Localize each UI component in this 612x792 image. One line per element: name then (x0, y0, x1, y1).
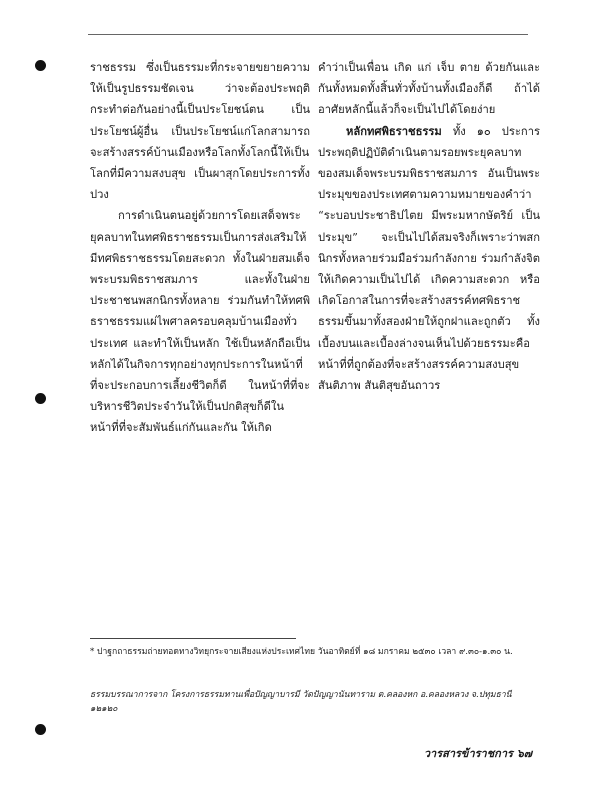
binder-hole-bottom (35, 724, 46, 735)
footnote-donation-credit: ธรรมบรรณาการจาก โครงการธรรมทานเพื่อปัญญาบารมี วัดปัญญานันทาราม ต.คลองหก อ.คลองหลวง จ.ปทุมธานี ๑๒๑๒๐ (90, 690, 512, 714)
left-column (90, 57, 310, 439)
footnote-rule (90, 638, 296, 639)
binder-hole-top (35, 60, 46, 71)
left-paragraph-2: การดำเนินตนอยู่ด้วยการโดยเสด็จพระยุคลบาทในทศพิธราชธรรมเป็นการส่งเสริมให้มีทศพิธราชธรรมโดยสะดวก ทั้งในฝ่ายสมเด็จพระบรมพิธราชสมภาร และทั้งในฝ่ายประชาชนพสกนิกรทั้งหลาย ร่วมกันทำให้ทศพิธราชธรรมแผ่ไพศาลครอบคลุมบ้านเมืองทั่วประเทศ และทำให้เป็นหลัก ใช้เป็นหลักถือเป็นหลักได้ในกิจการทุกอย่างทุกประการในหน้าที่ที่จะประกอบการเลี้ยงชีวิตก็ดี ในหน้าที่ที่จะบริหารชีวิตประจำวันให้เป็นปกติสุขก็ดีในหน้าที่ที่จะสัมพันธ์แก่กันและกัน ให้เกิด (90, 209, 310, 435)
binder-hole-middle (35, 393, 46, 404)
footnote-broadcast-note: * ปาฐกถาธรรมถ่ายทอดทางวิทยุกระจายเสียงแห่งประเทศไทย วันอาทิตย์ที่ ๑๘ มกราคม ๒๕๓๐ เวลา ๙.๓๐-๑.๓๐ น. (90, 647, 513, 657)
right-paragraph-1: คำว่าเป็นเพื่อน เกิด แก่ เจ็บ ตาย ด้วยกันและกันทั้งหมดทั้งสิ้นทั่วทั้งบ้านทั้งเมืองก็ดี ถ้าได้อาศัยหลักนี้แล้วก็จะเป็นไปได้โดยง่าย (318, 61, 540, 117)
page-footer: วารสารข้าราชการ ๖๗ (423, 747, 532, 760)
right-column (318, 57, 540, 396)
right-paragraph-2-text: ทั้ง ๑๐ ประการ ประพฤติปฏิบัติดำเนินตามรอยพระยุคลบาทของสมเด็จพระบรมพิธราชสมภาร อันเป็นพระประมุขของประเทศตามความหมายของคำว่า “ระบอบประชาธิปไตย มีพระมหากษัตริย์ เป็นประมุข” จะเป็นไปได้สมจริงก็เพราะว่าพสกนิกรทั้งหลายร่วมมือร่วมกำลังกาย ร่วมกำลังจิตให้เกิดความเป็นไปได้ เกิดความสะดวก หรือเกิดโอกาสในการที่จะสร้างสรรค์ทศพิธราชธรรมขึ้นมาทั้งสองฝ่ายให้ถูกฝาและถูกตัว ทั้งเบื้องบนและเบื้องล่างจนเห็นไปด้วยธรรมะคือหน้าที่ที่ถูกต้องที่จะสร้างสรรค์ความสงบสุข สันติภาพ สันติสุขอันถาวร (318, 124, 540, 393)
left-paragraph-1: ราชธรรม ซึ่งเป็นธรรมะที่กระจายขยายความ ให้เป็นรูปธรรมชัดเจน ว่าจะต้องประพฤติกระทำต่อกันอย่างนี้เป็นประโยชน์ตน เป็นประโยชน์ผู้อื่น เป็นประโยชน์แก่โลกสามารถจะสร้างสรรค์บ้านเมืองหรือโลกทั้งโลกนี้ให้เป็นโลกที่มีความสงบสุข เป็นผาสุกโดยประการทั้งปวง (90, 61, 310, 202)
dharma-heading: หลักทศพิธราชธรรม (346, 123, 442, 138)
header-rule (88, 34, 528, 35)
right-paragraph-2 (318, 121, 540, 397)
